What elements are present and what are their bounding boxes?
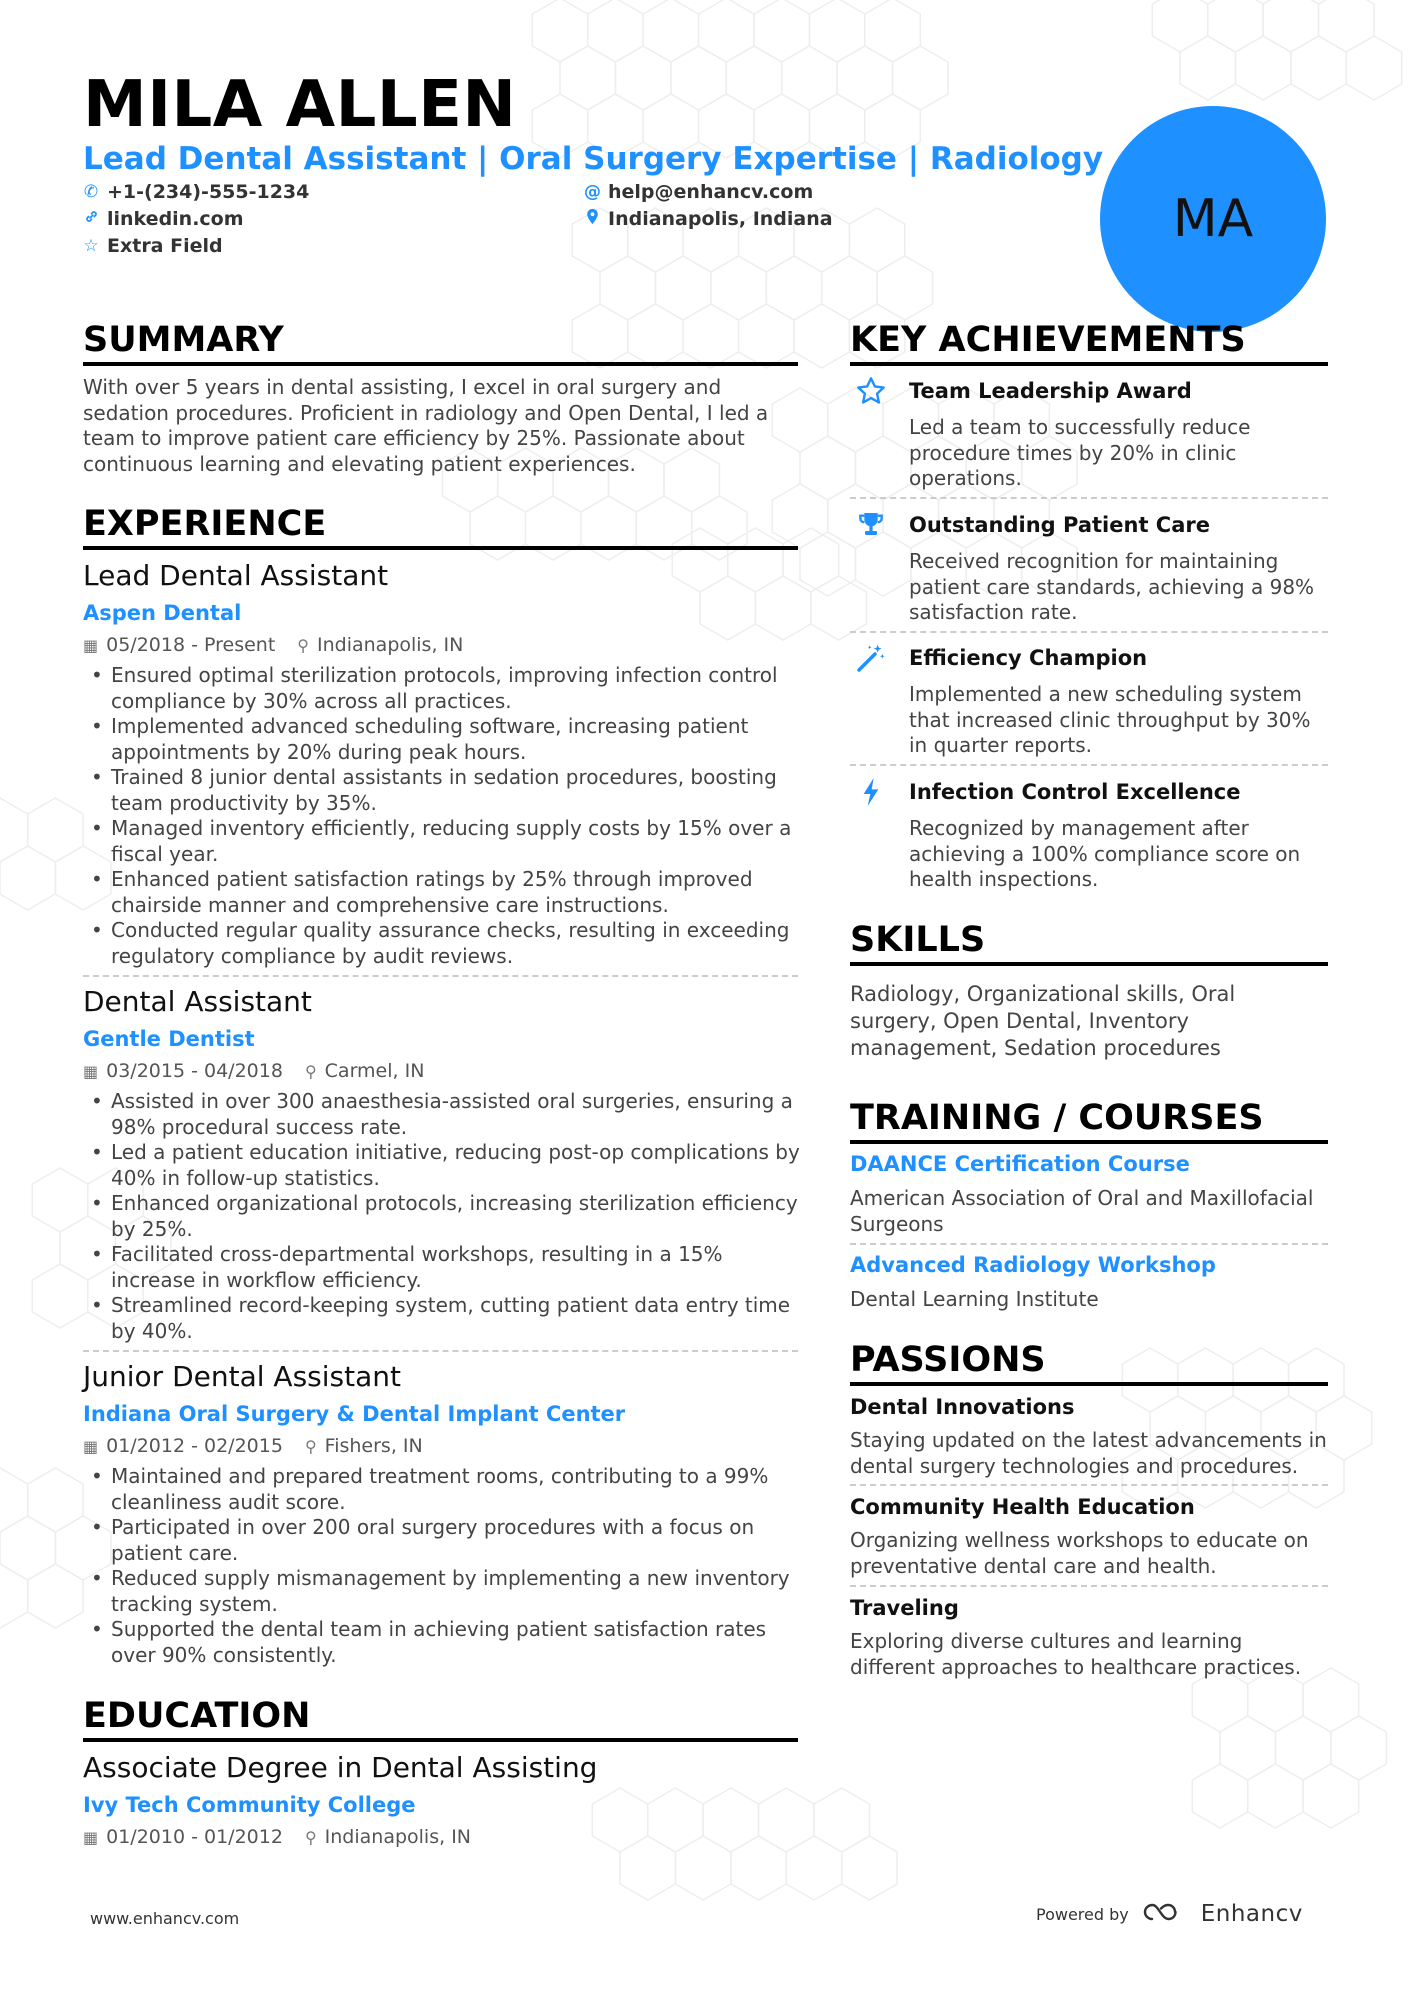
list-item: • Maintained and prepared treatment rooms, contributing to a 99% cleanliness audit score. bbox=[83, 1464, 803, 1515]
achievement-title: Efficiency Champion bbox=[909, 646, 1148, 670]
linkedin-text: linkedin.com bbox=[107, 208, 244, 230]
hexagon-shape bbox=[786, 1836, 841, 1900]
list-item: • Conducted regular quality assurance checks, resulting in exceeding regulatory compliance by audit reviews. bbox=[83, 918, 803, 969]
hexagon-shape bbox=[1235, 36, 1291, 100]
course-provider: Dental Learning Institute bbox=[850, 1287, 1099, 1311]
passion-text: Organizing wellness workshops to educate on preventative dental care and health. bbox=[850, 1528, 1309, 1578]
divider bbox=[83, 1350, 798, 1352]
list-item: • Managed inventory efficiently, reducing supply costs by 15% over a fiscal year. bbox=[83, 816, 803, 867]
job-location: Fishers, IN bbox=[324, 1435, 423, 1457]
hexagon-shape bbox=[800, 532, 855, 596]
hexagon-shape bbox=[794, 304, 849, 368]
hexagon-shape bbox=[731, 1836, 786, 1900]
job-dates: 01/2012 - 02/2015 bbox=[106, 1435, 283, 1457]
skills-heading: SKILLS bbox=[850, 920, 986, 960]
hexagon-shape bbox=[1233, 1348, 1289, 1412]
hexagon-shape bbox=[600, 256, 655, 320]
hexagon-shape bbox=[893, 46, 948, 110]
achievement-title: Team Leadership Award bbox=[909, 379, 1192, 403]
passions-rule bbox=[850, 1382, 1328, 1386]
achievement-title: Infection Control Excellence bbox=[909, 780, 1241, 804]
hexagon-shape bbox=[700, 576, 755, 640]
skills-rule bbox=[850, 962, 1328, 966]
job-role: Dental Assistant bbox=[83, 985, 312, 1018]
experience-rule bbox=[83, 546, 798, 550]
achievement-text: Recognized by management after achieving a 100% compliance score on health inspections. bbox=[909, 816, 1301, 891]
job-bullets bbox=[83, 663, 803, 969]
hexagon-shape bbox=[1192, 1764, 1247, 1828]
list-item: • Supported the dental team in achieving patient satisfaction rates over 90% consistently. bbox=[83, 1617, 803, 1668]
contact-phone[interactable] bbox=[83, 181, 309, 203]
hexagon-shape bbox=[711, 256, 766, 320]
hexagon-shape bbox=[620, 1836, 675, 1900]
hexagon-shape bbox=[1248, 1764, 1303, 1828]
course-name: DAANCE Certification Course bbox=[850, 1152, 1190, 1176]
passion-text: Staying updated on the latest advancements in dental surgery technologies and procedures. bbox=[850, 1428, 1327, 1478]
education-meta bbox=[83, 1826, 471, 1848]
hexagon-shape bbox=[525, 496, 581, 560]
job-company: Indiana Oral Surgery & Dental Implant Center bbox=[83, 1402, 626, 1426]
job-bullets bbox=[83, 1464, 803, 1668]
hexagon-shape bbox=[755, 576, 811, 640]
job-company: Gentle Dentist bbox=[83, 1027, 255, 1051]
list-item: • Streamlined record-keeping system, cutting patient data entry time by 40%. bbox=[83, 1293, 803, 1344]
hexagon-shape bbox=[32, 1264, 87, 1328]
achievement-text: Led a team to successfully reduce procedure times by 20% in clinic operations. bbox=[909, 415, 1251, 490]
hexagon-shape bbox=[0, 1564, 28, 1628]
achievement-text: Implemented a new scheduling system that increased clinic throughput by 30% in quarter reports. bbox=[909, 682, 1311, 757]
hexagon-shape bbox=[814, 1788, 869, 1852]
hexagon-shape bbox=[739, 304, 794, 368]
hexagon-shape bbox=[572, 304, 627, 368]
hexagon-shape bbox=[648, 1788, 703, 1852]
training-heading: TRAINING / COURSES bbox=[850, 1098, 1264, 1138]
education-school: Ivy Tech Community College bbox=[83, 1793, 416, 1817]
calendar-icon: ▦ bbox=[83, 1436, 99, 1456]
avatar bbox=[1100, 106, 1326, 332]
hexagon-shape bbox=[28, 1564, 83, 1628]
hexagon-shape bbox=[32, 1168, 87, 1232]
hexagon-shape bbox=[1178, 1348, 1233, 1412]
hexagon-shape bbox=[470, 496, 525, 560]
calendar-icon: ▦ bbox=[83, 635, 99, 655]
job-location: Carmel, IN bbox=[324, 1060, 425, 1082]
hexagon-shape bbox=[683, 304, 739, 368]
hexagon-shape bbox=[855, 436, 911, 500]
divider bbox=[850, 497, 1328, 499]
location-pin-icon bbox=[584, 208, 600, 230]
hexagon-shape bbox=[0, 798, 28, 862]
divider bbox=[850, 1585, 1328, 1587]
hexagon-shape bbox=[655, 256, 711, 320]
location-pin-icon: ⚲ bbox=[297, 635, 309, 655]
location-pin-icon: ⚲ bbox=[304, 1436, 317, 1456]
hexagon-shape bbox=[28, 798, 83, 862]
hexagon-shape bbox=[1122, 1348, 1177, 1412]
list-item: • Ensured optimal sterilization protocols, improving infection control compliance by 30% across all practices. bbox=[83, 663, 803, 714]
location-pin-icon: ⚲ bbox=[304, 1061, 317, 1081]
job-company: Aspen Dental bbox=[83, 601, 242, 625]
course-name: Advanced Radiology Workshop bbox=[850, 1253, 1216, 1277]
hexagon-shape bbox=[0, 846, 55, 910]
hexagon-shape bbox=[615, 46, 671, 110]
hexagon-shape bbox=[703, 1788, 759, 1852]
list-item: • Enhanced organizational protocols, increasing sterilization efficiency by 25%. bbox=[83, 1191, 803, 1242]
magic-wand-icon bbox=[854, 641, 888, 675]
list-item: • Facilitated cross-departmental workshops, resulting in a 15% increase in workflow efficiency. bbox=[83, 1242, 803, 1293]
enhancv-brand-name: Enhancv bbox=[1200, 1901, 1303, 1927]
divider bbox=[850, 1243, 1328, 1245]
trophy-icon bbox=[854, 508, 888, 542]
hexagon-shape bbox=[1289, 1348, 1344, 1412]
summary-heading: SUMMARY bbox=[83, 320, 284, 360]
hexagon-shape bbox=[728, 528, 783, 592]
hexagon-shape bbox=[800, 436, 855, 500]
hexagon-shape bbox=[0, 1468, 28, 1532]
hexagon-shape bbox=[581, 496, 636, 560]
hexagon-shape bbox=[1275, 1716, 1331, 1780]
achievements-heading: KEY ACHIEVEMENTS bbox=[850, 320, 1246, 360]
experience-heading: EXPERIENCE bbox=[83, 504, 327, 544]
hexagon-shape bbox=[588, 0, 643, 62]
hexagon-shape bbox=[783, 528, 839, 592]
hexagon-shape bbox=[1263, 0, 1319, 52]
job-role: Junior Dental Assistant bbox=[83, 1360, 401, 1393]
list-item: • Participated in over 200 oral surgery procedures with a focus on patient care. bbox=[83, 1515, 803, 1566]
enhancv-logo-icon bbox=[1141, 1900, 1189, 1928]
hexagon-shape bbox=[671, 46, 726, 110]
candidate-name: MILA ALLEN bbox=[83, 68, 517, 142]
job-bullets bbox=[83, 1089, 803, 1344]
lightning-icon bbox=[854, 775, 888, 809]
contact-linkedin[interactable] bbox=[83, 208, 244, 230]
hexagon-shape bbox=[532, 0, 587, 62]
hexagon-shape bbox=[772, 484, 827, 548]
hexagon-shape bbox=[759, 1788, 814, 1852]
location-pin-icon: ⚲ bbox=[304, 1827, 317, 1847]
email-text: help@enhancv.com bbox=[608, 181, 814, 203]
link-icon bbox=[83, 209, 99, 229]
hexagon-shape bbox=[643, 0, 699, 62]
passion-title: Traveling bbox=[850, 1596, 959, 1620]
contact-email[interactable] bbox=[584, 181, 813, 203]
calendar-icon: ▦ bbox=[83, 1061, 99, 1081]
hexagon-shape bbox=[1208, 0, 1263, 52]
contact-extra bbox=[83, 235, 223, 257]
hexagon-shape bbox=[28, 1468, 83, 1532]
calendar-icon: ▦ bbox=[83, 1827, 99, 1847]
extra-field-text: Extra Field bbox=[107, 235, 223, 257]
education-rule bbox=[83, 1738, 798, 1742]
hexagon-shape bbox=[636, 496, 691, 560]
hexagon-shape bbox=[0, 1516, 55, 1580]
skills-text: Radiology, Organizational skills, Oral surgery, Open Dental, Inventory management, Sedation procedures bbox=[850, 982, 1236, 1060]
list-item: • Implemented advanced scheduling software, increasing patient appointments by 20% during peak hours. bbox=[83, 714, 803, 765]
job-location: Indianapolis, IN bbox=[317, 634, 464, 656]
at-sign-icon: @ bbox=[584, 182, 601, 202]
course-provider: American Association of Oral and Maxillofacial Surgeons bbox=[850, 1186, 1314, 1236]
list-item: • Reduced supply mismanagement by implementing a new inventory tracking system. bbox=[83, 1566, 803, 1617]
footer-website[interactable]: www.enhancv.com bbox=[90, 1909, 240, 1928]
education-location: Indianapolis, IN bbox=[324, 1826, 472, 1848]
contact-location bbox=[584, 208, 833, 230]
divider bbox=[850, 1484, 1328, 1486]
passion-text: Exploring diverse cultures and learning different approaches to healthcare practices. bbox=[850, 1629, 1302, 1679]
job-meta bbox=[83, 634, 463, 656]
achievement-text: Received recognition for maintaining patient care standards, achieving a 98% satisfaction rate. bbox=[909, 549, 1315, 624]
hexagon-shape bbox=[1319, 0, 1374, 52]
achievement-title: Outstanding Patient Care bbox=[909, 513, 1210, 537]
hexagon-shape bbox=[865, 0, 921, 62]
footer-branding bbox=[1036, 1900, 1303, 1928]
hexagon-shape bbox=[1291, 36, 1346, 100]
hexagon-shape bbox=[1220, 1716, 1275, 1780]
hexagon-shape bbox=[628, 304, 683, 368]
avatar-initials: MA bbox=[1172, 189, 1254, 249]
hexagon-shape bbox=[809, 0, 864, 62]
passion-title: Community Health Education bbox=[850, 1495, 1195, 1519]
star-outline-icon: ☆ bbox=[83, 236, 99, 256]
hexagon-shape bbox=[837, 46, 893, 110]
hexagon-shape bbox=[849, 208, 904, 272]
education-dates: 01/2010 - 01/2012 bbox=[106, 1826, 283, 1848]
list-item: • Trained 8 junior dental assistants in sedation procedures, boosting team productivity by 35%. bbox=[83, 765, 803, 816]
job-meta bbox=[83, 1060, 424, 1082]
hexagon-shape bbox=[754, 0, 809, 62]
hexagon-shape bbox=[842, 1836, 897, 1900]
job-dates: 03/2015 - 04/2018 bbox=[106, 1060, 283, 1082]
hexagon-shape bbox=[766, 256, 821, 320]
summary-rule bbox=[83, 362, 798, 366]
job-role: Lead Dental Assistant bbox=[83, 559, 389, 592]
hexagon-shape bbox=[822, 256, 877, 320]
candidate-tagline: Lead Dental Assistant | Oral Surgery Expertise | Radiology bbox=[83, 141, 1104, 177]
divider bbox=[83, 975, 798, 977]
hexagon-shape bbox=[592, 1788, 647, 1852]
hexagon-shape bbox=[1180, 36, 1235, 100]
phone-icon: ✆ bbox=[83, 182, 99, 202]
achievements-rule bbox=[850, 362, 1328, 366]
list-item: • Assisted in over 300 anaesthesia-assisted oral surgeries, ensuring a 98% procedural success rate. bbox=[83, 1089, 803, 1140]
job-dates: 05/2018 - Present bbox=[106, 634, 276, 656]
passion-title: Dental Innovations bbox=[850, 1395, 1075, 1419]
hexagon-shape bbox=[877, 256, 933, 320]
hexagon-shape bbox=[1346, 36, 1401, 100]
summary-text: With over 5 years in dental assisting, I excel in oral surgery and sedation procedures. Proficient in radiology and Open Dental, I led a team to improve patient care efficiency by 25%. Passionate about continuous learning and elevating patient experiences. bbox=[83, 375, 769, 476]
hexagon-shape bbox=[1331, 1716, 1386, 1780]
hexagon-shape bbox=[726, 46, 781, 110]
education-heading: EDUCATION bbox=[83, 1696, 311, 1736]
phone-text: +1-(234)-555-1234 bbox=[107, 181, 310, 203]
training-rule bbox=[850, 1140, 1328, 1144]
list-item: • Led a patient education initiative, reducing post-op complications by 40% in follow-up statistics. bbox=[83, 1140, 803, 1191]
education-degree: Associate Degree in Dental Assisting bbox=[83, 1751, 598, 1784]
list-item: • Enhanced patient satisfaction ratings by 25% through improved chairside manner and comprehensive care instructions. bbox=[83, 867, 803, 918]
divider bbox=[850, 764, 1328, 766]
divider bbox=[850, 631, 1328, 633]
hexagon-shape bbox=[560, 46, 615, 110]
job-meta bbox=[83, 1435, 423, 1457]
passions-heading: PASSIONS bbox=[850, 1340, 1046, 1380]
hexagon-shape bbox=[1303, 1764, 1359, 1828]
location-text: Indianapolis, Indiana bbox=[608, 208, 833, 230]
hexagon-shape bbox=[675, 1836, 731, 1900]
hexagon-shape bbox=[1152, 0, 1207, 52]
star-icon bbox=[854, 374, 888, 408]
hexagon-shape bbox=[782, 46, 837, 110]
powered-by-label: Powered by bbox=[1036, 1904, 1129, 1924]
hexagon-shape bbox=[699, 0, 754, 62]
